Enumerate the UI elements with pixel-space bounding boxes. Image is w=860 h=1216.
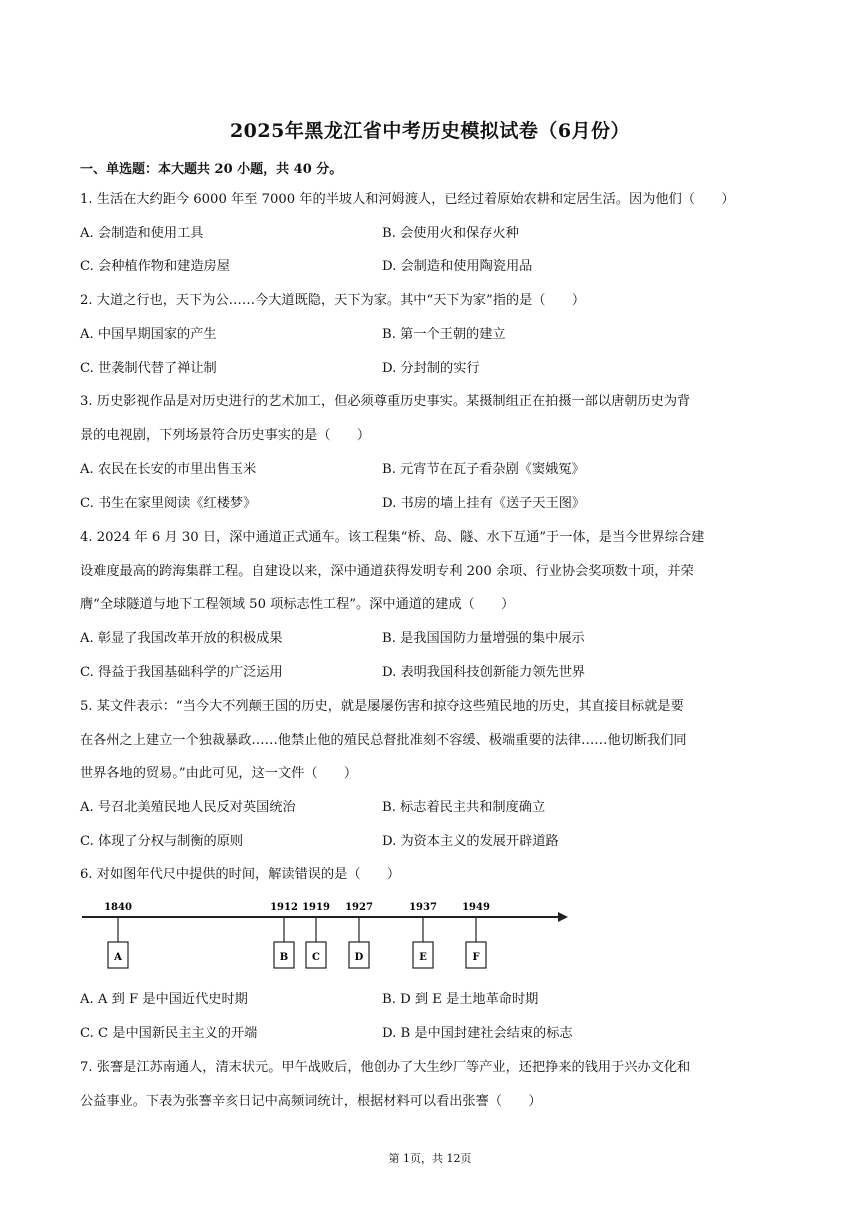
timeline-year-label: 1919	[302, 902, 330, 913]
question-3-option-b: B. 元宵节在瓦子看杂剧《窦娥冤》	[382, 462, 585, 477]
question-5-option-b: B. 标志着民主共和制度确立	[382, 800, 546, 815]
question-3-option-c: C. 书生在家里阅读《红楼梦》	[80, 496, 257, 511]
question-6-stem: 6. 对如图年代尺中提供的时间，解读错误的是（ ）	[80, 867, 401, 882]
question-2-option-c: C. 世袭制代替了禅让制	[80, 361, 217, 376]
question-3-option-d: D. 书房的墙上挂有《送子天王图》	[382, 496, 586, 511]
question-5-option-d: D. 为资本主义的发展开辟道路	[382, 834, 559, 849]
question-6-option-a: A. A 到 F 是中国近代史时期	[80, 992, 248, 1007]
question-6-option-c: C. C 是中国新民主主义的开端	[80, 1026, 258, 1041]
question-5-stem-line-1: 5. 某文件表示：“当今大不列颠王国的历史，就是屡屡伤害和掠夺这些殖民地的历史，其直接目标就是要	[80, 699, 684, 714]
timeline-box-label: C	[312, 952, 320, 963]
section-heading: 一、单选题：本大题共 20 小题，共 40 分。	[80, 162, 343, 177]
question-4-stem-line-3: 膺“全球隧道与地下工程领域 50 项标志性工程”。深中通道的建成（ ）	[80, 597, 515, 612]
question-2-option-b: B. 第一个王朝的建立	[382, 327, 506, 342]
question-7-stem-line-1: 7. 张謇是江苏南通人，清末状元。甲午战败后，他创办了大生纱厂等产业，还把挣来的钱用于兴办文化和	[80, 1060, 691, 1075]
question-6-option-b: B. D 到 E 是土地革命时期	[382, 992, 539, 1007]
timeline-arrow-icon	[558, 912, 568, 922]
question-6-option-d: D. B 是中国封建社会结束的标志	[382, 1026, 573, 1041]
question-1-option-c: C. 会种植作物和建造房屋	[80, 259, 230, 274]
question-4-stem-line-2: 设难度最高的跨海集群工程。自建设以来，深中通道获得发明专利 200 余项、行业协会奖项数十项，并荣	[80, 564, 694, 579]
timeline-year-label: 1912	[270, 902, 298, 913]
timeline-year-label: 1927	[345, 902, 373, 913]
question-1-option-d: D. 会制造和使用陶瓷用品	[382, 259, 533, 274]
question-1-option-a: A. 会制造和使用工具	[80, 226, 204, 241]
question-3-option-a: A. 农民在长安的市里出售玉米	[80, 462, 257, 477]
question-2-option-a: A. 中国早期国家的产生	[80, 327, 217, 342]
timeline-year-label: 1840	[104, 902, 132, 913]
question-3-stem-line-1: 3. 历史影视作品是对历史进行的艺术加工，但必须尊重历史事实。某摄制组正在拍摄一部以唐朝历史为背	[80, 394, 691, 409]
question-1-stem: 1. 生活在大约距今 6000 年至 7000 年的半坡人和河姆渡人，已经过着原始农耕和定居生活。因为他们（ ）	[80, 192, 735, 207]
page-title: 2025年黑龙江省中考历史模拟试卷（6月份）	[229, 120, 631, 142]
timeline-year-label: 1937	[409, 902, 437, 913]
question-4-option-a: A. 彰显了我国改革开放的积极成果	[80, 631, 283, 646]
question-3-stem-line-2: 景的电视剧，下列场景符合历史事实的是（ ）	[80, 428, 371, 443]
question-4-option-c: C. 得益于我国基础科学的广泛运用	[80, 665, 283, 680]
timeline-figure	[80, 896, 570, 976]
question-2-stem: 2. 大道之行也，天下为公……今大道既隐，天下为家。其中“天下为家”指的是（ ）	[80, 293, 586, 308]
timeline-box-label: D	[354, 952, 364, 963]
timeline-box-label: B	[279, 952, 289, 963]
timeline-year-label: 1949	[462, 902, 490, 913]
timeline-box-label: E	[419, 952, 427, 963]
question-5-option-a: A. 号召北美殖民地人民反对英国统治	[80, 800, 296, 815]
timeline-box-label: A	[114, 952, 122, 963]
question-5-option-c: C. 体现了分权与制衡的原则	[80, 834, 244, 849]
question-4-option-d: D. 表明我国科技创新能力领先世界	[382, 665, 586, 680]
question-7-stem-line-2: 公益事业。下表为张謇辛亥日记中高频词统计，根据材料可以看出张謇（ ）	[80, 1094, 542, 1109]
timeline-box-label: F	[472, 952, 480, 963]
question-4-option-b: B. 是我国国防力量增强的集中展示	[382, 631, 585, 646]
question-4-stem-line-1: 4. 2024 年 6 月 30 日，深中通道正式通车。该工程集“桥、岛、隧、水下互通”于一体，是当今世界综合建	[80, 530, 705, 545]
question-5-stem-line-2: 在各州之上建立一个独裁暴政……他禁止他的殖民总督批准刻不容缓、极端重要的法律……他切断我们同	[80, 733, 687, 748]
question-5-stem-line-3: 世界各地的贸易。”由此可见，这一文件（ ）	[80, 766, 358, 781]
question-2-option-d: D. 分封制的实行	[382, 361, 480, 376]
question-1-option-b: B. 会使用火和保存火种	[382, 226, 519, 241]
page-footer: 第 1页，共 12页	[388, 1152, 472, 1165]
